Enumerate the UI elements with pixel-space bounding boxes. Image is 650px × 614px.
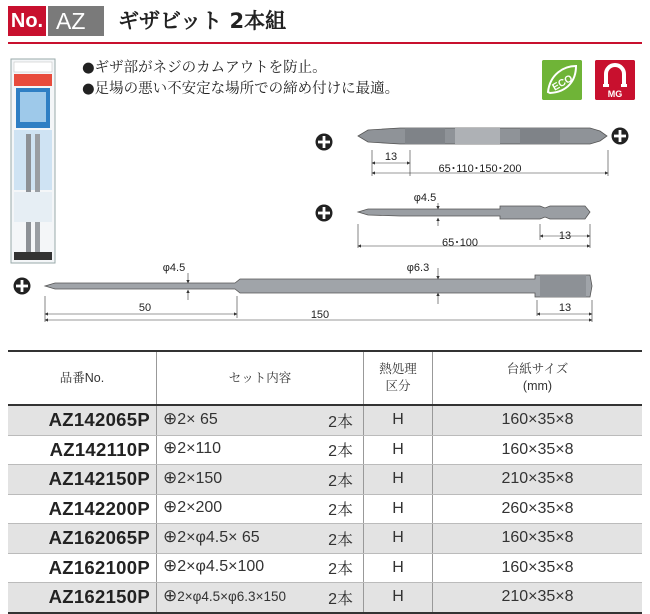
heat-treatment: H — [364, 435, 433, 465]
table-row — [8, 465, 642, 495]
set-spec: 2×200 — [177, 499, 223, 517]
col-header-part: 品番No. — [8, 351, 157, 405]
heat-treatment: H — [364, 465, 433, 495]
heat-treatment: H — [364, 524, 433, 554]
product-code: AZ — [48, 6, 104, 36]
phillips-symbol-icon: ⊕ — [163, 526, 178, 546]
card-size: 260×35×8 — [433, 494, 643, 524]
set-qty: 2本 — [328, 472, 353, 490]
col-header-size-line1: 台紙サイズ — [506, 362, 569, 376]
card-size: 210×35×8 — [433, 583, 643, 613]
table-header-row — [8, 351, 642, 405]
table-row — [8, 524, 642, 554]
set-spec: 2×150 — [177, 469, 223, 487]
bit-single-slim — [358, 192, 590, 249]
set-qty: 2本 — [328, 561, 353, 579]
col-header-heat-line2: 区分 — [385, 379, 411, 393]
eco-label: ECO — [550, 73, 575, 94]
part-number: AZ142150P — [8, 465, 157, 495]
phillips-symbol-icon: ⊕ — [163, 585, 178, 605]
feature-item: ●ギザ部がネジのカムアウトを防止。 — [82, 60, 327, 76]
col-header-heat-line1: 熱処理 — [379, 362, 417, 376]
set-contents — [157, 405, 364, 435]
set-contents — [157, 465, 364, 495]
dim-label: 13 — [558, 302, 572, 314]
no-label: No. — [8, 6, 46, 36]
dim-label: φ6.3 — [406, 262, 430, 274]
dim-label: 150 — [310, 309, 330, 321]
spec-table — [8, 350, 642, 614]
card-size: 160×35×8 — [433, 405, 643, 435]
set-contents — [157, 494, 364, 524]
set-contents — [157, 435, 364, 465]
set-contents — [157, 583, 364, 613]
bit-double-ended — [358, 128, 608, 176]
col-header-size-line2: (mm) — [522, 379, 553, 393]
heat-treatment: H — [364, 553, 433, 583]
part-number: AZ142110P — [8, 435, 157, 465]
dim-label: φ4.5 — [162, 262, 186, 274]
phillips-icon — [316, 205, 333, 222]
phillips-symbol-icon: ⊕ — [163, 556, 178, 576]
heat-treatment: H — [364, 583, 433, 613]
part-number: AZ142065P — [8, 405, 157, 435]
part-number: AZ162100P — [8, 553, 157, 583]
part-number: AZ162150P — [8, 583, 157, 613]
card-size: 160×35×8 — [433, 553, 643, 583]
col-header-set: セット内容 — [157, 351, 364, 405]
set-contents — [157, 524, 364, 554]
phillips-icon — [316, 134, 333, 151]
card-size: 160×35×8 — [433, 524, 643, 554]
set-spec: 2×φ4.5×100 — [177, 558, 265, 576]
dim-label: 13 — [384, 151, 398, 163]
table-row — [8, 583, 642, 613]
dim-label: φ4.5 — [413, 192, 437, 204]
dim-label: 65･110･150･200 — [438, 163, 522, 175]
table-row — [8, 494, 642, 524]
col-header-size — [433, 351, 643, 405]
dim-label: 50 — [138, 302, 152, 314]
heat-treatment: H — [364, 405, 433, 435]
set-spec: 2×φ4.5×φ6.3×150 — [177, 588, 286, 604]
set-contents — [157, 553, 364, 583]
dim-label: 13 — [558, 230, 572, 242]
part-number: AZ142200P — [8, 494, 157, 524]
phillips-symbol-icon: ⊕ — [163, 497, 178, 517]
page-title: ギザビット 2本組 — [118, 9, 287, 33]
set-qty: 2本 — [328, 531, 353, 549]
phillips-icon — [612, 128, 629, 145]
phillips-symbol-icon: ⊕ — [163, 408, 178, 428]
part-number: AZ162065P — [8, 524, 157, 554]
heat-treatment: H — [364, 494, 433, 524]
set-spec: 2×110 — [177, 440, 221, 458]
table-row — [8, 435, 642, 465]
set-qty: 2本 — [328, 502, 353, 520]
bit-single-long — [45, 262, 592, 322]
phillips-icon — [14, 278, 31, 295]
table-row — [8, 405, 642, 435]
col-header-heat — [364, 351, 433, 405]
set-qty: 2本 — [328, 413, 353, 431]
feature-item: ●足場の悪い不安定な場所での締め付けに最適。 — [82, 81, 400, 97]
phillips-symbol-icon: ⊕ — [163, 467, 178, 487]
card-size: 210×35×8 — [433, 465, 643, 495]
set-spec: 2× 65 — [177, 410, 218, 428]
card-size: 160×35×8 — [433, 435, 643, 465]
set-qty: 2本 — [328, 443, 353, 461]
set-qty: 2本 — [328, 590, 353, 608]
phillips-symbol-icon: ⊕ — [163, 438, 178, 458]
dim-label: 65･100 — [441, 237, 479, 249]
table-row — [8, 553, 642, 583]
mg-label: MG — [607, 89, 623, 99]
set-spec: 2×φ4.5× 65 — [177, 528, 260, 546]
